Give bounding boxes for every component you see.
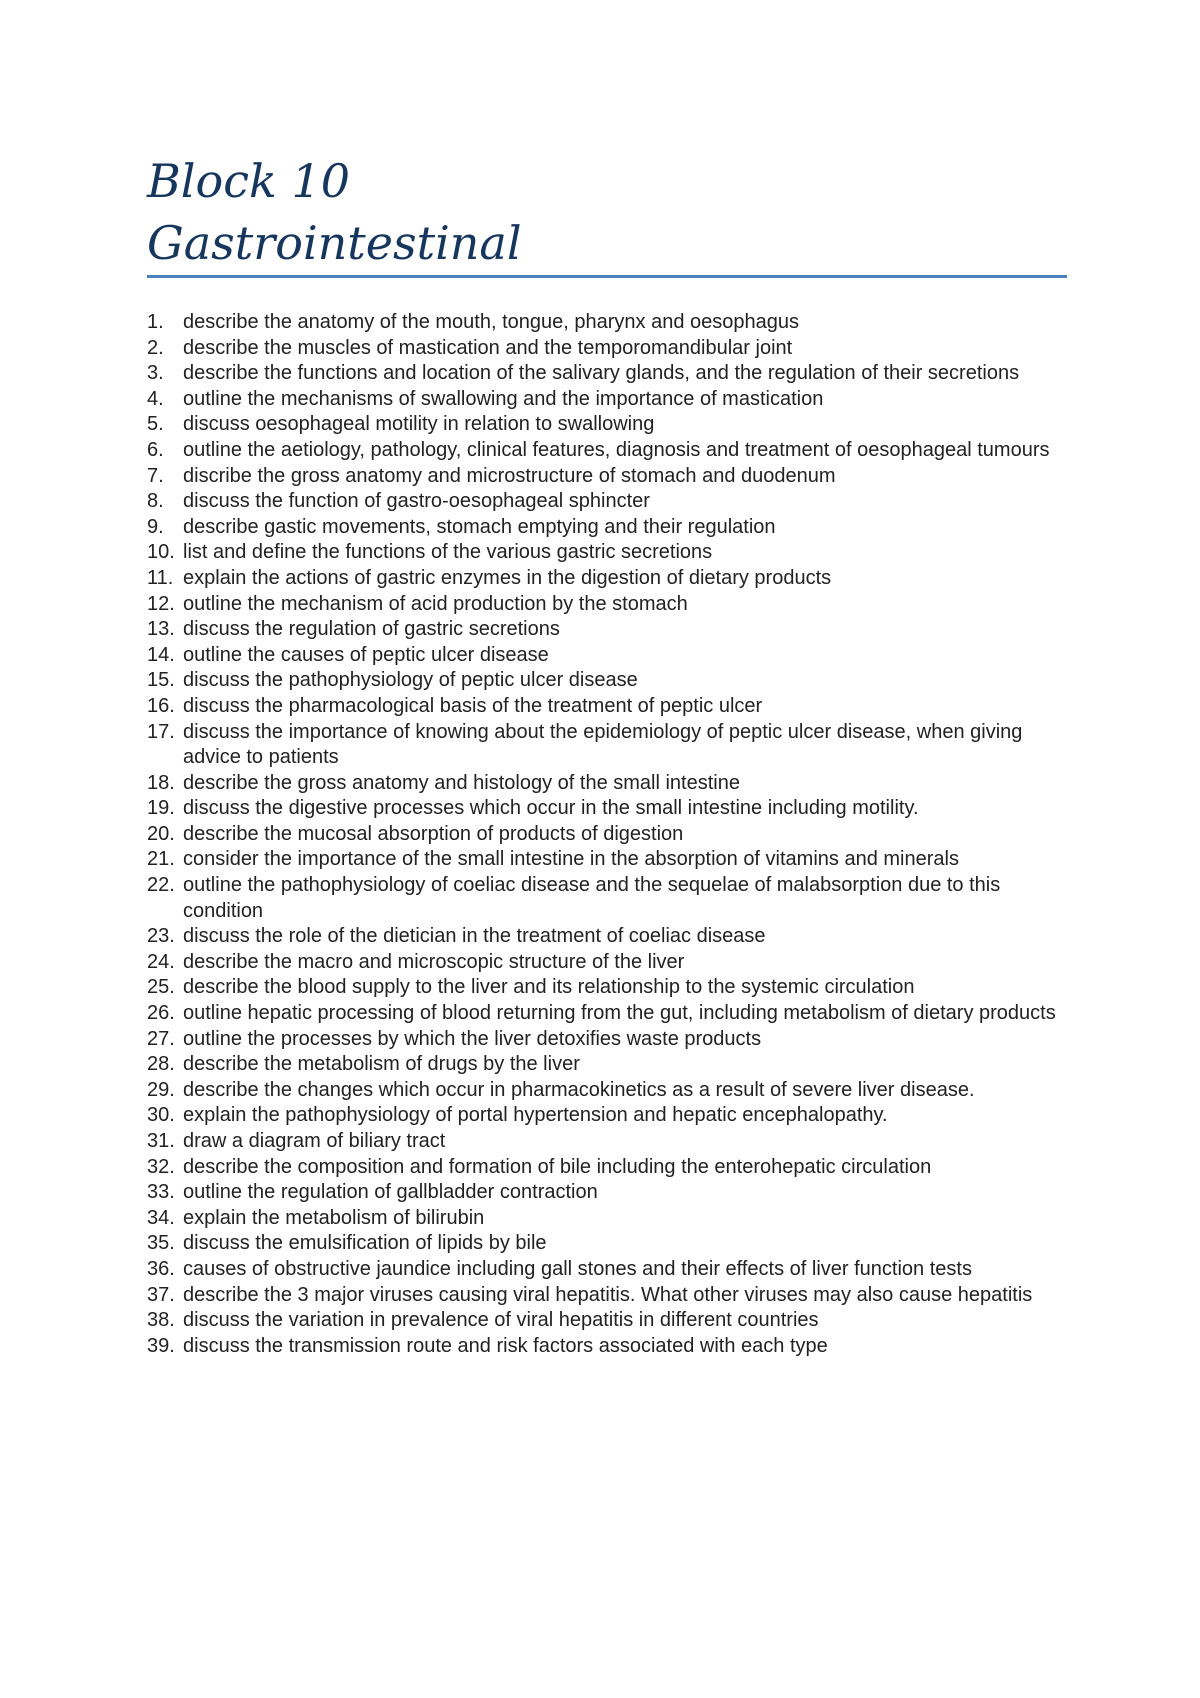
- objective-item: [147, 336, 1067, 362]
- objective-number: 7.: [147, 464, 164, 487]
- objective-item: [147, 464, 1067, 490]
- objective-item: [147, 950, 1067, 976]
- objective-number: 10.: [147, 541, 175, 564]
- objective-text: outline the aetiology, pathology, clinical features, diagnosis and treatment of oesophageal tumours: [183, 438, 1050, 461]
- objective-number: 39.: [147, 1334, 175, 1357]
- objective-text: discuss the transmission route and risk factors associated with each type: [183, 1334, 828, 1357]
- objective-number: 11.: [147, 566, 174, 589]
- objective-text: describe the anatomy of the mouth, tongue, pharynx and oesophagus: [183, 311, 799, 333]
- objective-text: discuss the pathophysiology of peptic ulcer disease: [183, 669, 638, 692]
- objective-text: outline hepatic processing of blood returning from the gut, including metabolism of dietary products: [183, 1002, 1056, 1025]
- objective-item: [147, 1052, 1067, 1078]
- objective-item: [147, 873, 1067, 924]
- objective-number: 15.: [147, 669, 175, 692]
- objective-text: describe the 3 major viruses causing viral hepatitis. What other viruses may also cause hepatitis: [183, 1283, 1033, 1306]
- objective-text: draw a diagram of biliary tract: [183, 1130, 446, 1152]
- objective-text: describe the composition and formation of bile including the enterohepatic circulation: [183, 1155, 932, 1178]
- objective-number: 1.: [147, 311, 164, 333]
- objective-item: [147, 771, 1067, 797]
- objective-item: [147, 1283, 1067, 1309]
- objective-item: [147, 720, 1067, 771]
- objective-number: 26.: [147, 1002, 175, 1025]
- objective-item: [147, 694, 1067, 720]
- objective-number: 25.: [147, 976, 175, 999]
- objective-text: causes of obstructive jaundice including gall stones and their effects of liver function tests: [183, 1257, 972, 1280]
- objective-item: [147, 822, 1067, 848]
- objective-text: describe the gross anatomy and histology of the small intestine: [183, 771, 740, 794]
- objective-text: discuss the pharmacological basis of the treatment of peptic ulcer: [183, 694, 763, 717]
- objective-number: 20.: [147, 822, 175, 845]
- objective-item: [147, 387, 1067, 413]
- objective-text: discuss the emulsification of lipids by bile: [183, 1232, 547, 1255]
- objective-item: [147, 796, 1067, 822]
- objective-number: 5.: [147, 413, 164, 436]
- objective-text: list and define the functions of the various gastric secretions: [183, 541, 713, 564]
- objective-number: 28.: [147, 1053, 175, 1076]
- objective-text: outline the mechanism of acid production by the stomach: [183, 592, 688, 615]
- objective-text: outline the processes by which the liver detoxifies waste products: [183, 1027, 762, 1050]
- title-underline-rule: [147, 275, 1067, 278]
- objective-item: [147, 566, 1067, 592]
- objective-text: discuss the digestive processes which occur in the small intestine including motility.: [183, 797, 919, 820]
- objective-item: [147, 617, 1067, 643]
- objective-text: describe the metabolism of drugs by the liver: [183, 1053, 580, 1076]
- learning-objectives-list: [147, 310, 1067, 1359]
- objective-number: 14.: [147, 643, 175, 666]
- objective-number: 22.: [147, 874, 175, 897]
- objective-text: describe the changes which occur in pharmacokinetics as a result of severe liver disease.: [183, 1078, 975, 1101]
- objective-number: 31.: [147, 1130, 175, 1152]
- objective-number: 13.: [147, 618, 175, 641]
- objective-item: [147, 1078, 1067, 1104]
- objective-text: outline the regulation of gallbladder contraction: [183, 1181, 598, 1204]
- objective-number: 36.: [147, 1257, 175, 1280]
- objective-text: outline the pathophysiology of coeliac disease and the sequelae of malabsorption due to this condition: [183, 874, 1001, 922]
- objective-number: 16.: [147, 694, 175, 717]
- objective-text: discuss the role of the dietician in the treatment of coeliac disease: [183, 925, 766, 948]
- objective-number: 6.: [147, 438, 164, 461]
- objective-item: [147, 847, 1067, 873]
- objective-item: [147, 643, 1067, 669]
- objective-number: 2.: [147, 336, 164, 359]
- objective-item: [147, 438, 1067, 464]
- objective-number: 33.: [147, 1181, 175, 1204]
- objective-item: [147, 668, 1067, 694]
- objective-item: [147, 515, 1067, 541]
- objective-item: [147, 1257, 1067, 1283]
- objective-item: [147, 592, 1067, 618]
- objective-text: consider the importance of the small intestine in the absorption of vitamins and minerals: [183, 848, 959, 871]
- objective-text: discuss oesophageal motility in relation to swallowing: [183, 413, 655, 436]
- objective-text: discuss the function of gastro-oesophageal sphincter: [183, 490, 650, 513]
- objective-number: 9.: [147, 515, 164, 538]
- objective-item: [147, 489, 1067, 515]
- objective-item: [147, 975, 1067, 1001]
- objective-item: [147, 1027, 1067, 1053]
- objective-number: 29.: [147, 1078, 175, 1101]
- objective-number: 24.: [147, 950, 175, 973]
- objective-item: [147, 1334, 1067, 1360]
- objective-item: [147, 1001, 1067, 1027]
- objective-number: 17.: [147, 720, 175, 743]
- objective-text: discuss the variation in prevalence of viral hepatitis in different countries: [183, 1309, 819, 1332]
- objective-item: [147, 1180, 1067, 1206]
- objective-item: [147, 1206, 1067, 1232]
- objective-number: 23.: [147, 925, 175, 948]
- title-line-block: Block 10: [147, 154, 351, 208]
- objective-text: describe the macro and microscopic structure of the liver: [183, 950, 685, 973]
- objective-number: 35.: [147, 1232, 175, 1255]
- objective-number: 27.: [147, 1027, 175, 1050]
- objective-item: [147, 1103, 1067, 1129]
- objective-text: describe the functions and location of the salivary glands, and the regulation of their secretions: [183, 362, 1020, 385]
- objective-text: describe the mucosal absorption of products of digestion: [183, 822, 684, 845]
- objective-number: 34.: [147, 1206, 175, 1229]
- objective-item: [147, 310, 1067, 336]
- objective-text: explain the pathophysiology of portal hypertension and hepatic encephalopathy.: [183, 1104, 888, 1127]
- objective-number: 18.: [147, 771, 175, 794]
- document-title: [147, 150, 1067, 274]
- objective-number: 12.: [147, 592, 175, 615]
- objective-text: outline the mechanisms of swallowing and the importance of mastication: [183, 387, 824, 410]
- objective-text: describe the blood supply to the liver and its relationship to the systemic circulation: [183, 976, 915, 999]
- objective-item: [147, 540, 1067, 566]
- objective-number: 4.: [147, 387, 164, 410]
- objective-item: [147, 1129, 1067, 1155]
- objective-number: 21.: [147, 848, 175, 871]
- objective-number: 3.: [147, 362, 164, 385]
- objective-number: 8.: [147, 490, 164, 513]
- objective-text: describe gastic movements, stomach emptying and their regulation: [183, 515, 776, 538]
- objective-item: [147, 412, 1067, 438]
- objective-text: discribe the gross anatomy and microstructure of stomach and duodenum: [183, 464, 836, 487]
- objective-text: discuss the regulation of gastric secretions: [183, 618, 560, 641]
- objective-text: discuss the importance of knowing about the epidemiology of peptic ulcer disease, when giving advice to patients: [183, 720, 1023, 769]
- objective-number: 19.: [147, 797, 175, 820]
- objective-item: [147, 1308, 1067, 1334]
- objective-text: explain the metabolism of bilirubin: [183, 1206, 485, 1229]
- objective-number: 30.: [147, 1104, 175, 1127]
- objective-item: [147, 924, 1067, 950]
- objective-item: [147, 1155, 1067, 1181]
- objective-text: outline the causes of peptic ulcer disease: [183, 643, 549, 666]
- objective-number: 38.: [147, 1309, 175, 1332]
- objective-item: [147, 1231, 1067, 1257]
- objective-number: 32.: [147, 1155, 175, 1178]
- title-line-subject: Gastrointestinal: [147, 216, 522, 270]
- objective-text: describe the muscles of mastication and the temporomandibular joint: [183, 336, 793, 359]
- objective-item: [147, 361, 1067, 387]
- objective-number: 37.: [147, 1283, 175, 1306]
- objective-text: explain the actions of gastric enzymes in the digestion of dietary products: [183, 566, 832, 589]
